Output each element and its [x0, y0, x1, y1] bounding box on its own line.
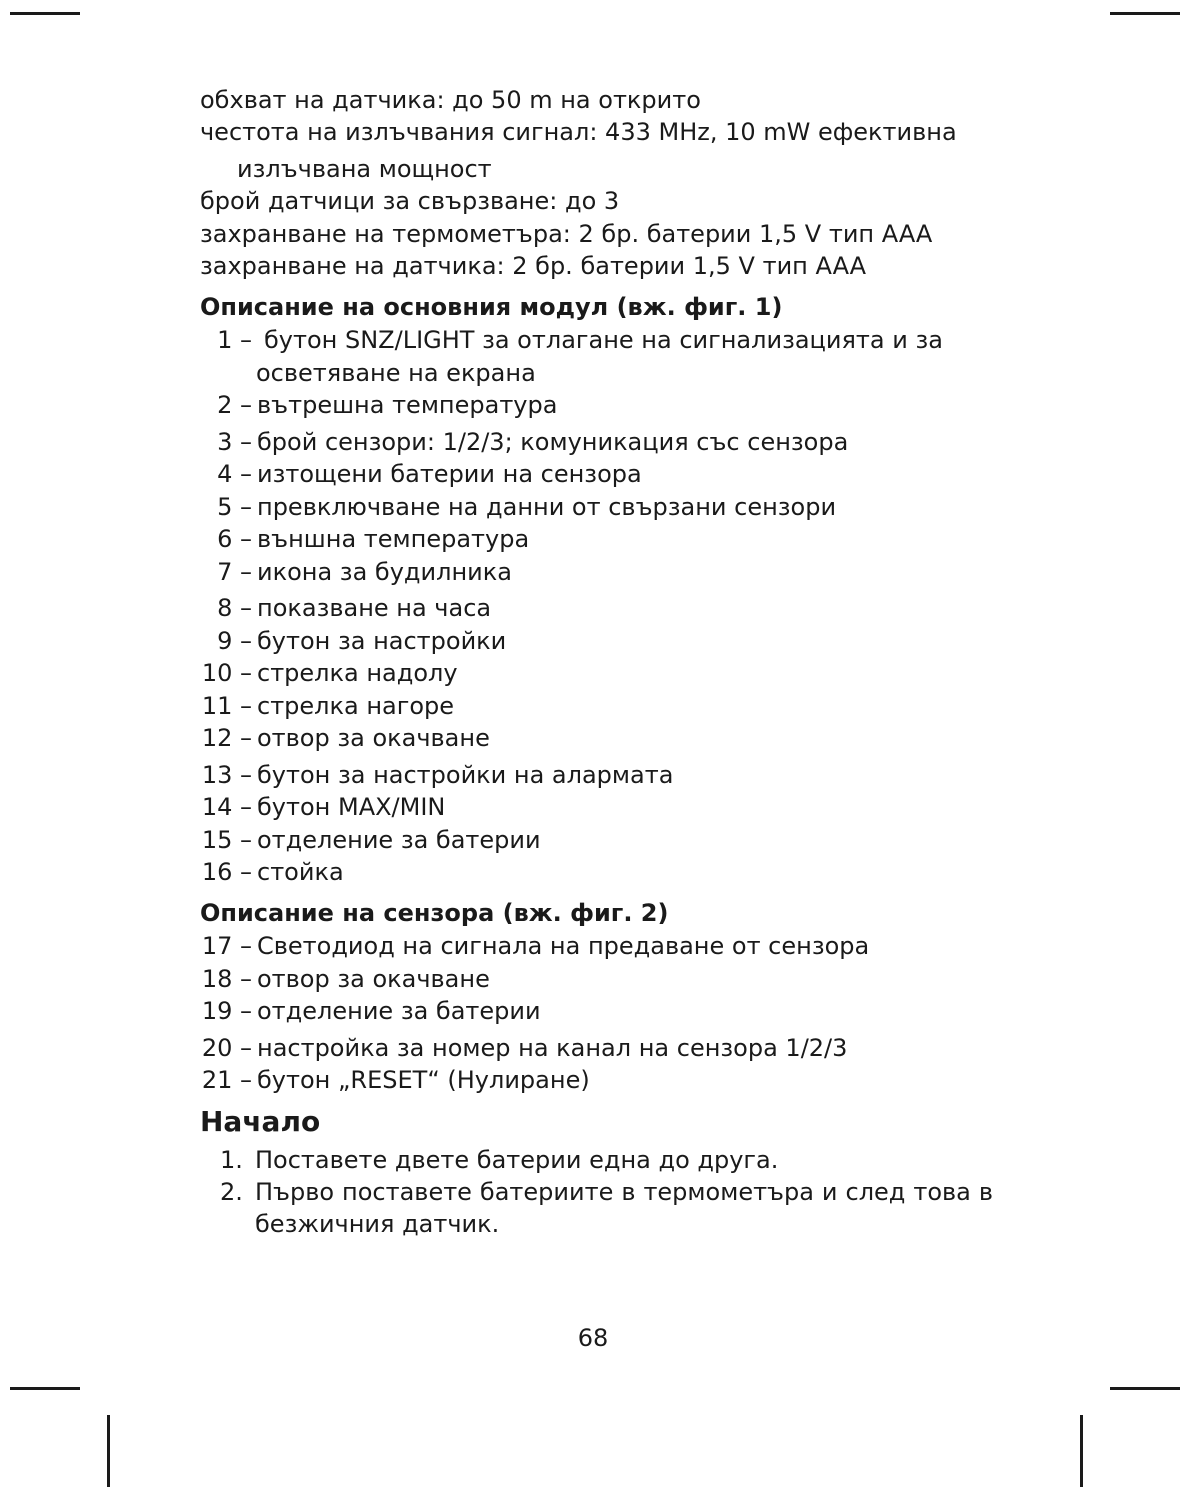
- item-text: бутон за настройки: [257, 627, 507, 655]
- sensor-heading: Описание на сензора (вж. фиг. 2): [200, 899, 669, 927]
- item-text: стрелка надолу: [257, 659, 458, 687]
- crop-mark-bottom-left-vertical: [107, 1415, 110, 1487]
- item-number: 5 –: [217, 493, 252, 521]
- item-text: показване на часа: [257, 594, 492, 622]
- item-text: отвор за окачване: [257, 724, 490, 752]
- step-text: Първо поставете батериите в термометъра и след това в: [255, 1178, 993, 1206]
- item-number: 20 –: [201, 1034, 252, 1062]
- spec-line: обхват на датчика: до 50 m на открито: [200, 86, 701, 114]
- item-text: стрелка нагоре: [257, 692, 455, 720]
- spec-line: брой датчици за свързване: до 3: [200, 187, 620, 215]
- item-number: 19 –: [201, 997, 252, 1025]
- item-number: 14 –: [201, 793, 252, 821]
- item-number: 9 –: [217, 627, 252, 655]
- item-number: 2 –: [217, 391, 252, 419]
- item-text-continuation: осветяване на екрана: [256, 359, 536, 387]
- item-number: 3 –: [217, 428, 252, 456]
- item-number: 18 –: [201, 965, 252, 993]
- crop-mark-top-right: [1110, 12, 1180, 15]
- item-text: отделение за батерии: [257, 826, 541, 854]
- step-text-continuation: безжичния датчик.: [255, 1210, 500, 1238]
- item-number: 13 –: [201, 761, 252, 789]
- step-number: 1.: [220, 1146, 243, 1174]
- main-module-heading: Описание на основния модул (вж. фиг. 1): [200, 293, 783, 321]
- spec-line: захранване на термометъра: 2 бр. батерии 1,5 V тип AAA: [200, 220, 933, 248]
- item-text: стойка: [257, 858, 344, 886]
- item-text: отделение за батерии: [257, 997, 541, 1025]
- item-text: отвор за окачване: [257, 965, 490, 993]
- item-text: икона за будилника: [257, 558, 512, 586]
- item-text: бутон MAX/MIN: [257, 793, 446, 821]
- crop-mark-bottom-right-vertical: [1080, 1415, 1083, 1487]
- item-text: Светодиод на сигнала на предаване от сензора: [257, 932, 870, 960]
- spec-line: захранване на датчика: 2 бр. батерии 1,5 V тип AAA: [200, 252, 867, 280]
- item-number: 21 –: [201, 1066, 252, 1094]
- item-number: 15 –: [201, 826, 252, 854]
- item-number: 10 –: [201, 659, 252, 687]
- item-text: превключване на данни от свързани сензори: [257, 493, 837, 521]
- crop-mark-bottom-left: [10, 1387, 80, 1390]
- item-number: 16 –: [201, 858, 252, 886]
- item-number: 4 –: [217, 460, 252, 488]
- item-text: брой сензори: 1/2/3; комуникация със сензора: [257, 428, 849, 456]
- spec-line: честота на излъчвания сигнал: 433 MHz, 10 mW ефективна: [200, 118, 957, 146]
- item-text: изтощени батерии на сензора: [257, 460, 642, 488]
- item-number: 12 –: [201, 724, 252, 752]
- item-number: 7 –: [217, 558, 252, 586]
- item-number: 6 –: [217, 525, 252, 553]
- item-text: вътрешна температура: [257, 391, 558, 419]
- item-text: бутон за настройки на алармата: [257, 761, 674, 789]
- crop-mark-top-left: [10, 12, 80, 15]
- page-number: 68: [577, 1324, 609, 1352]
- item-text: външна температура: [257, 525, 530, 553]
- item-text: бутон „RESET“ (Нулиране): [257, 1066, 590, 1094]
- item-text: бутон SNZ/LIGHT за отлагане на сигнализацията и за: [264, 326, 943, 354]
- start-heading: Начало: [200, 1105, 321, 1138]
- item-number: 1 –: [217, 326, 252, 354]
- item-number: 17 –: [201, 932, 252, 960]
- crop-mark-bottom-right: [1110, 1387, 1180, 1390]
- spec-line-continuation: излъчвана мощност: [237, 155, 492, 183]
- step-number: 2.: [220, 1178, 243, 1206]
- item-number: 11 –: [201, 692, 252, 720]
- item-text: настройка за номер на канал на сензора 1/2/3: [257, 1034, 848, 1062]
- step-text: Поставете двете батерии една до друга.: [255, 1146, 779, 1174]
- item-number: 8 –: [217, 594, 252, 622]
